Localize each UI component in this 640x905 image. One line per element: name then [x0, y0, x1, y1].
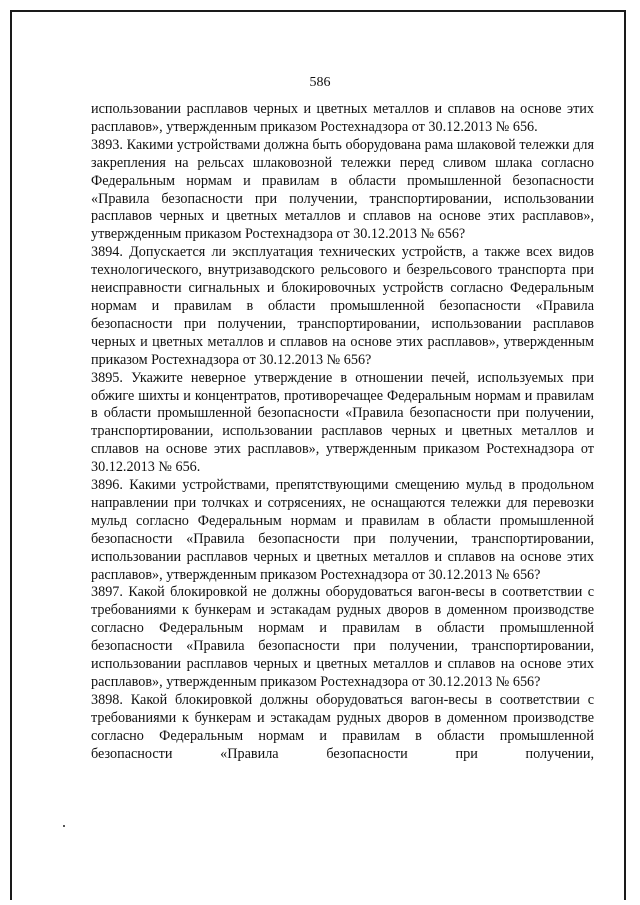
question-3897: 3897. Какой блокировкой не должны оборудоваться вагон-весы в соответствии с требованиями к бункерам и эстакадам рудных дворов в доменном производстве согласно Федеральным нормам и правилам в области промышленной безопасности «Правила безопасности при получении, транспортировании, использовании расплавов черных и цветных металлов и сплавов на основе этих расплавов», утвержденным приказом Ростехнадзора от 30.12.2013 № 656?	[91, 584, 594, 690]
question-3894: 3894. Допускается ли эксплуатация технических устройств, а также всех видов технологического, внутризаводского рельсового и безрельсового транспорта при неисправности сигнальных и блокировочных устройств согласно Федеральным нормам и правилам в области промышленной безопасности «Правила безопасности при получении, транспортировании, использовании расплавов черных и цветных металлов и сплавов на основе этих расплавов», утвержденным приказом Ростехнадзора от 30.12.2013 № 656?	[91, 244, 594, 368]
question-3893: 3893. Какими устройствами должна быть оборудована рама шлаковой тележки для закрепления на рельсах шлаковозной тележки перед сливом шлака согласно Федеральным нормам и правилам в области промышленной безопасности «Правила безопасности при получении, транспортировании, использовании расплавов черных и цветных металлов и сплавов на основе этих расплавов», утвержденным приказом Ростехнадзора от 30.12.2013 № 656?	[91, 136, 594, 243]
question-3898: 3898. Какой блокировкой должны оборудоваться вагон-весы в соответствии с требованиями к бункерам и эстакадам рудных дворов в доменном производстве согласно Федеральным нормам и правилам в области промышленной безопасности «Правила безопасности при получении,	[91, 691, 594, 762]
document-body	[91, 101, 594, 764]
page-number: 586	[309, 75, 331, 90]
paragraph-continuation: использовании расплавов черных и цветных металлов и сплавов на основе этих расплавов», утвержденным приказом Ростехнадзора от 30.12.2013 № 656.	[91, 101, 594, 135]
question-3895: 3895. Укажите неверное утверждение в отношении печей, используемых при обжиге шихты и концентратов, противоречащее Федеральным нормам и правилам в области промышленной безопасности «Правила безопасности при получении, транспортировании, использовании расплавов черных и цветных металлов и сплавов на основе этих расплавов», утвержденным приказом Ростехнадзора от 30.12.2013 № 656.	[91, 369, 594, 476]
scan-speck	[63, 825, 65, 827]
question-3896: 3896. Какими устройствами, препятствующими смещению мульд в продольном направлении при толчках и сотрясениях, не оснащаются тележки для перевозки мульд согласно Федеральным нормам и правилам в области промышленной безопасности «Правила безопасности при получении, транспортировании, использовании расплавов черных и цветных металлов и сплавов на основе этих расплавов», утвержденным приказом Ростехнадзора от 30.12.2013 № 656?	[91, 477, 594, 583]
